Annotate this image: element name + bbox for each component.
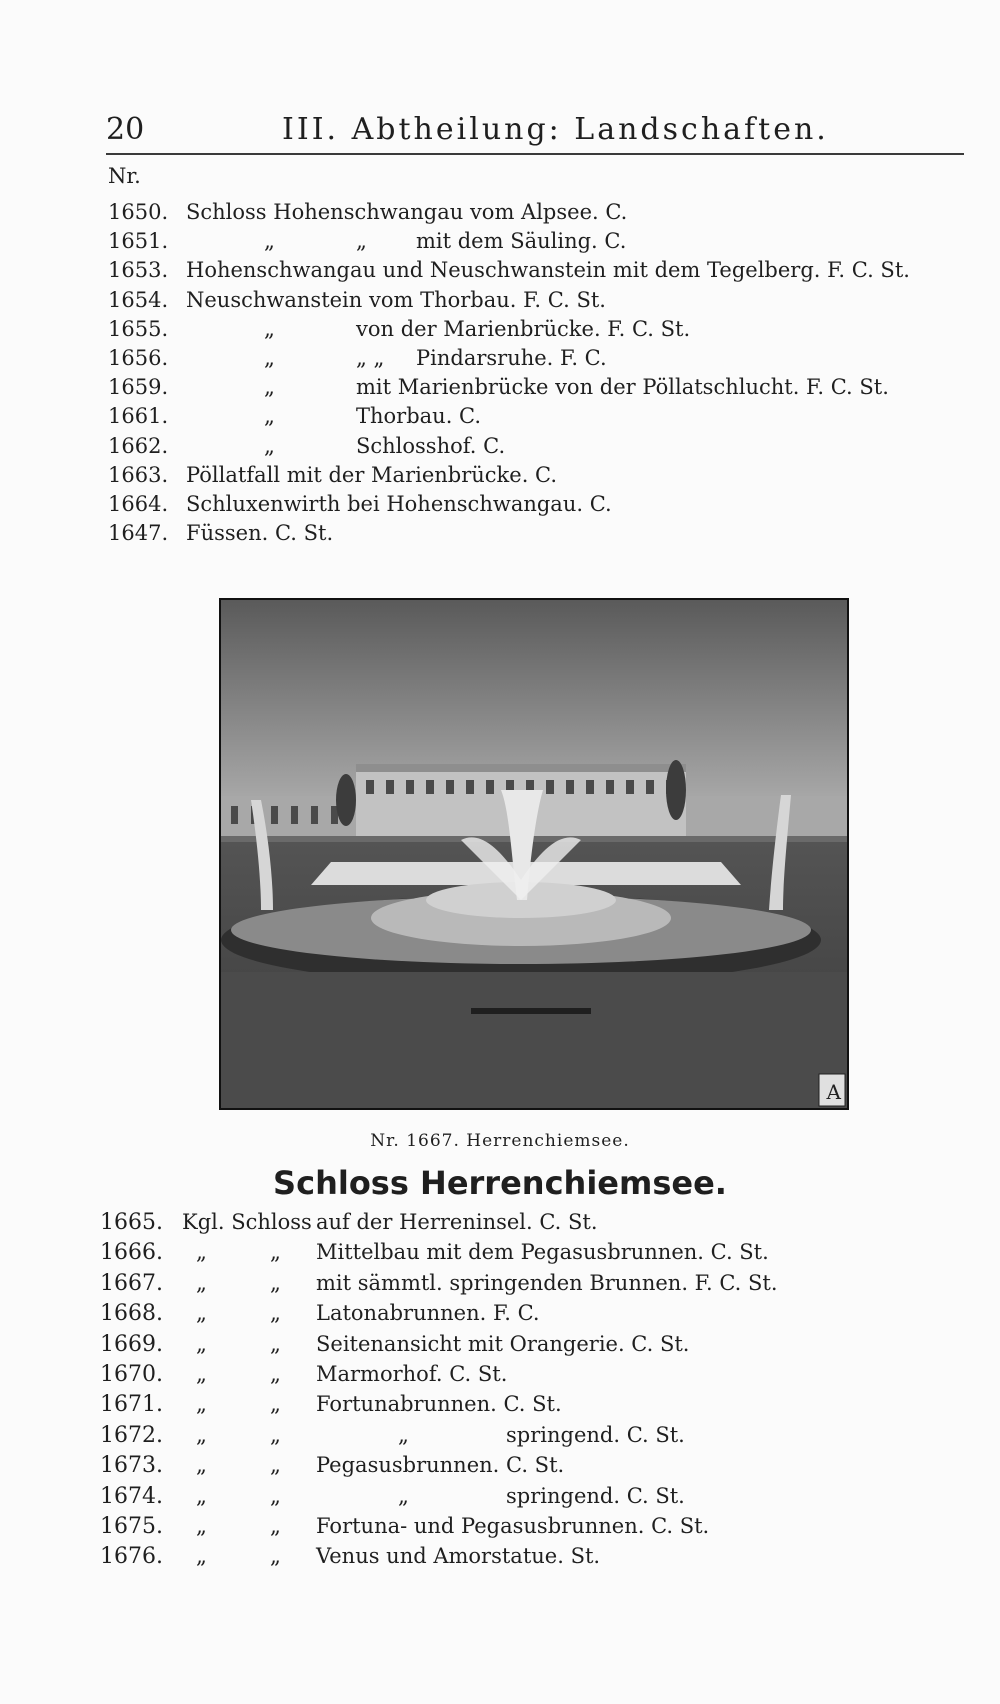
entry-description: mit sämmtl. springenden Brunnen. F. C. St. — [316, 1270, 778, 1295]
ditto-mark: „ — [270, 1301, 281, 1326]
entry-number: 1668. — [100, 1301, 163, 1327]
number-column-label: Nr. — [108, 164, 141, 188]
entry-title: Pöllatfall mit der Marienbrücke. C. — [186, 462, 558, 487]
entry-description: Marmorhof. C. St. — [316, 1362, 508, 1386]
entry-number: 1662. — [108, 433, 169, 458]
ditto-mark: „ „ — [356, 346, 385, 370]
entry-number: 1673. — [100, 1453, 163, 1479]
entry-number: 1655. — [108, 316, 169, 341]
ditto-mark: „ — [270, 1453, 281, 1478]
entry-description: mit dem Säuling. C. — [416, 229, 627, 254]
entry-title: Neuschwanstein vom Thorbau. F. C. St. — [186, 287, 606, 312]
running-head: III. Abtheilung: Landschaften. — [282, 112, 829, 147]
entry-number: 1676. — [100, 1544, 163, 1570]
ditto-mark: „ — [196, 1392, 207, 1417]
ditto-mark: „ — [270, 1422, 281, 1447]
entry-title: Schluxenwirth bei Hohenschwangau. C. — [186, 492, 612, 516]
ditto-mark: „ — [264, 316, 275, 341]
ditto-mark: „ — [270, 1270, 281, 1295]
entry-description: Mittelbau mit dem Pegasusbrunnen. C. St. — [316, 1240, 769, 1265]
ditto-mark: „ — [398, 1422, 409, 1447]
section-title: Schloss Herrenchiemsee. — [273, 1164, 727, 1202]
monogram-label: A — [826, 1080, 841, 1104]
entry-description: Pindarsruhe. F. C. — [416, 346, 607, 370]
ditto-mark: „ — [196, 1301, 207, 1326]
ditto-mark: „ — [264, 433, 275, 458]
ditto-mark: „ — [270, 1362, 281, 1386]
entry-description: Fortunabrunnen. C. St. — [316, 1392, 562, 1417]
entry-description: von der Marienbrücke. F. C. St. — [356, 316, 691, 341]
page-number: 20 — [106, 112, 145, 147]
ditto-mark: „ — [264, 404, 275, 429]
palace-fountain-illustration — [221, 600, 847, 1108]
ditto-mark: „ — [270, 1514, 281, 1538]
entry-number: 1656. — [108, 346, 169, 370]
ditto-mark: „ — [196, 1514, 207, 1538]
entry-description: Venus und Amorstatue. St. — [316, 1544, 601, 1569]
entry-number: 1664. — [108, 492, 169, 516]
entry-number: 1650. — [108, 200, 169, 224]
entry-number: 1670. — [100, 1362, 163, 1387]
ditto-mark: „ — [196, 1270, 207, 1295]
photo-caption: Nr. 1667. Herrenchiemsee. — [370, 1131, 630, 1151]
header-rule — [106, 153, 964, 155]
entry-number: 1669. — [100, 1331, 163, 1357]
entry-number: 1672. — [100, 1422, 163, 1448]
ditto-mark: „ — [264, 346, 275, 370]
ditto-mark: „ — [270, 1483, 281, 1508]
entry-number: 1659. — [108, 375, 169, 400]
ditto-mark: „ — [196, 1453, 207, 1478]
ditto-mark: „ — [196, 1362, 207, 1386]
entry-description: Fortuna- und Pegasusbrunnen. C. St. — [316, 1514, 710, 1538]
entry-lead: Kgl. Schloss — [182, 1210, 312, 1234]
entry-number: 1675. — [100, 1514, 163, 1539]
entry-number: 1653. — [108, 258, 169, 283]
ditto-mark: „ — [270, 1331, 281, 1356]
entry-description: Seitenansicht mit Orangerie. C. St. — [316, 1331, 690, 1356]
ditto-mark: „ — [196, 1331, 207, 1356]
entry-number: 1671. — [100, 1392, 163, 1418]
ditto-mark: „ — [196, 1240, 207, 1265]
entry-title: Hohenschwangau und Neuschwanstein mit dem Tegelberg. F. C. St. — [186, 258, 910, 283]
ditto-mark: „ — [270, 1240, 281, 1265]
entry-title: Schloss Hohenschwangau vom Alpsee. C. — [186, 200, 628, 224]
entry-description: Schlosshof. C. — [356, 433, 506, 458]
entry-number: 1647. — [108, 521, 169, 546]
entry-description: auf der Herreninsel. C. St. — [316, 1210, 598, 1234]
entry-number: 1661. — [108, 404, 169, 429]
entry-description: mit Marienbrücke von der Pöllatschlucht. F. C. St. — [356, 375, 889, 400]
entry-number: 1667. — [100, 1270, 163, 1296]
ditto-mark: „ — [196, 1422, 207, 1447]
ditto-mark: „ — [356, 229, 367, 254]
entry-description: Pegasusbrunnen. C. St. — [316, 1453, 565, 1478]
entry-number: 1665. — [100, 1210, 163, 1235]
entry-number: 1666. — [100, 1240, 163, 1266]
entry-description: springend. C. St. — [506, 1422, 685, 1447]
entry-title: Füssen. C. St. — [186, 521, 334, 546]
ditto-mark: „ — [270, 1544, 281, 1569]
entry-number: 1654. — [108, 287, 169, 312]
entry-number: 1651. — [108, 229, 169, 254]
ditto-mark: „ — [196, 1544, 207, 1569]
herrenchiemsee-photograph — [219, 598, 849, 1110]
entry-number: 1674. — [100, 1483, 163, 1509]
entry-number: 1663. — [108, 462, 169, 487]
ditto-mark: „ — [264, 229, 275, 254]
entry-description: Thorbau. C. — [356, 404, 482, 429]
ditto-mark: „ — [196, 1483, 207, 1508]
entry-description: Latonabrunnen. F. C. — [316, 1301, 540, 1326]
entry-description: springend. C. St. — [506, 1483, 685, 1508]
ditto-mark: „ — [398, 1483, 409, 1508]
ditto-mark: „ — [264, 375, 275, 400]
page-header — [106, 112, 966, 156]
ditto-mark: „ — [270, 1392, 281, 1417]
